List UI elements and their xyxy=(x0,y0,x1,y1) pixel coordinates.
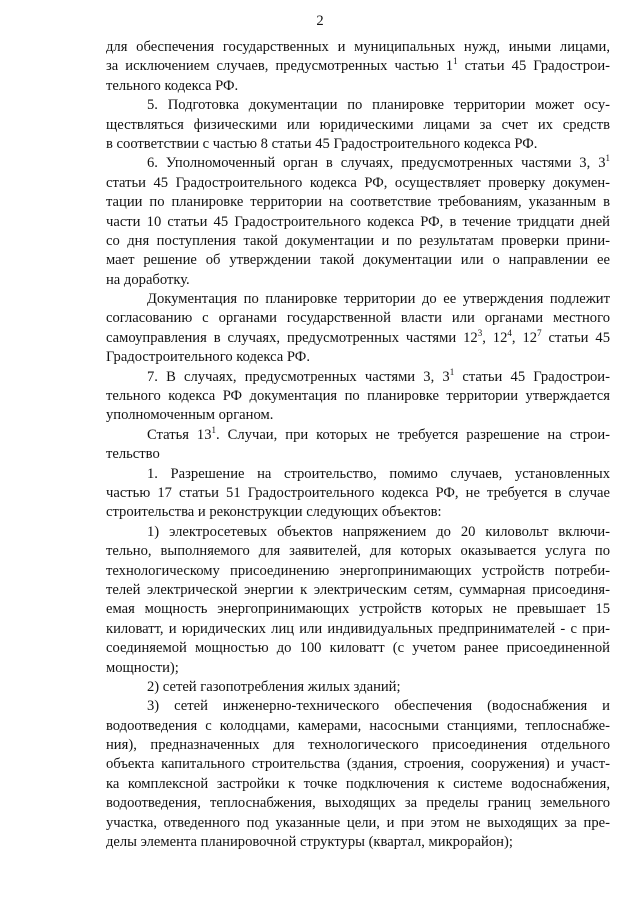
text-line: киловатт, и юридических лиц или индивидуальных предпринимателей - с при- xyxy=(106,620,610,637)
text-line: 5. Подготовка документации по планировке территории может осу- xyxy=(147,97,610,114)
text-line: ка комплексной застройки к точке подключения к системе водоснабжения, xyxy=(106,775,610,792)
document-body xyxy=(106,38,610,852)
text-line: Статья $13^1$. Случаи, при которых не требуется разрешение на строи- xyxy=(147,424,610,443)
text-line: 2) сетей газопотребления жилых зданий; xyxy=(147,678,401,695)
text-line: уполномоченным органом. xyxy=(106,407,274,424)
page-number: 2 xyxy=(316,13,324,29)
text-line: тации по планировке территории на соответствие требованиям, указанным в xyxy=(106,194,610,211)
text-line: мощности); xyxy=(106,659,179,676)
text-line: 1) электросетевых объектов напряжением до 20 киловольт включи- xyxy=(147,523,610,540)
text-line: тельного кодекса РФ документация по планировке территории утверждается xyxy=(106,388,610,405)
text-line: 3) сетей инженерно-технического обеспечения (водоснабжения и xyxy=(147,698,610,715)
text-line: строительства и реконструкции следующих объектов: xyxy=(106,504,442,521)
text-line: водоотведения с колодцами, камерами, насосными станциями, теплоснабже- xyxy=(106,717,610,734)
text-line: для обеспечения государственных и муниципальных нужд, иными лицами, xyxy=(106,39,610,55)
text-line: статьи 45 Градостроительного кодекса РФ, осуществляет проверку докумен- xyxy=(106,174,610,191)
text-line: тельство xyxy=(106,446,160,463)
text-line: в соответствии с частью 8 статьи 45 Градостроительного кодекса РФ. xyxy=(106,135,538,152)
text-line: со дня поступления такой документации и по результатам проверки прини- xyxy=(106,232,610,249)
text-line: ществляться физическими или юридическими лицами за счет их средств xyxy=(106,116,610,133)
text-line: части 10 статьи 45 Градостроительного кодекса РФ, в течение тридцати дней xyxy=(106,213,610,230)
text-line: делы элемента планировочной структуры (квартал, микрорайон); xyxy=(106,834,513,851)
text-line: мает решение об утверждении такой документации или о направлении ее xyxy=(106,252,610,269)
text-line: за исключением случаев, предусмотренных частью $1^1$ статьи 45 Градострои- xyxy=(106,56,610,75)
text-line: самоуправления в случаях, предусмотренных частями $12^3$, $12^4$, $12^7$ статьи 45 xyxy=(106,327,611,346)
text-line: телей электрической энергии к электрическим сетям, суммарная присоединя- xyxy=(106,581,610,598)
text-line: технологическому присоединению энергопринимающих устройств потреби- xyxy=(106,562,610,579)
text-line: 1. Разрешение на строительство, помимо случаев, установленных xyxy=(147,465,610,482)
text-line: соединяемой мощностью до 100 киловатт (с учетом ранее присоединенной xyxy=(106,640,610,657)
text-line: 7. В случаях, предусмотренных частями 3, $3^1$ статьи 45 Градострои- xyxy=(147,366,610,385)
text-line: Документация по планировке территории до ее утверждения подлежит xyxy=(147,291,610,308)
text-line: 6. Уполномоченный орган в случаях, предусмотренных частями 3, $3^1$ xyxy=(147,153,610,172)
text-line: водоотведения, теплоснабжения, выходящих за пределы границ земельного xyxy=(106,795,610,812)
text-line: емая мощность энергопринимающих устройств которых не превышает 15 xyxy=(106,601,610,618)
text-line: тельного кодекса РФ. xyxy=(106,77,239,94)
text-line: тельно, выполняемого для заявителей, для которых оказывается услуга по xyxy=(106,543,610,560)
text-line: Градостроительного кодекса РФ. xyxy=(106,349,310,366)
text-line: на доработку. xyxy=(106,271,190,288)
text-line: участка, отведенного под указанные цели, и при этом не выходящих за пре- xyxy=(106,814,610,831)
text-line: согласованию с органами государственной власти или органами местного xyxy=(106,310,610,327)
text-line: объекта капитального строительства (здания, строения, сооружения) и участ- xyxy=(106,756,610,773)
text-line: ния), предназначенных для технологического присоединения отдельного xyxy=(106,737,610,754)
text-line: частью 17 статьи 51 Градостроительного кодекса РФ, не требуется в случае xyxy=(106,484,610,501)
